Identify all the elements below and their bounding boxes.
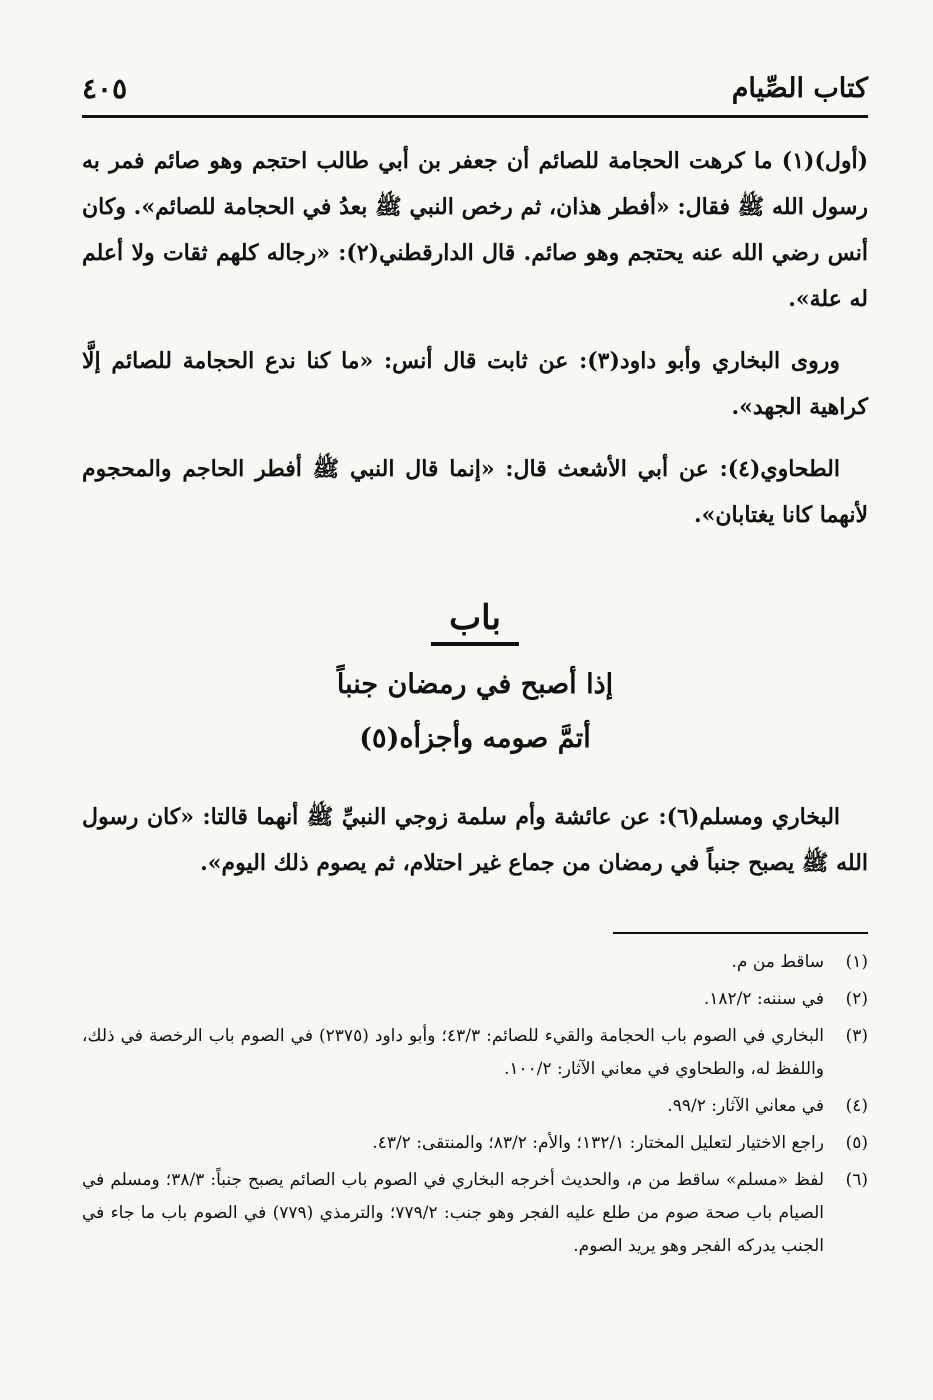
- footnote-text: ساقط من م.: [731, 952, 824, 972]
- running-title: كتاب الصِّيام: [731, 72, 868, 104]
- footnote-rule: [613, 932, 868, 934]
- footnote: [82, 983, 868, 1016]
- bab-label: باب: [431, 598, 519, 646]
- paragraph-1: (أول)(١) ما كرهت الحجامة للصائم أن جعفر بن أبي طالب احتجم وهو صائم فمر به رسول الله ﷺ فقال: «أفطر هذان، ثم رخص النبي ﷺ بعدُ في الحجامة للصائم». وكان أنس رضي الله عنه يحتجم وهو صائم. قال الدارقطني(٢): «رجاله كلهم ثقات ولا أعلم له علة».: [82, 148, 869, 312]
- footnote: [82, 946, 868, 979]
- footnote-number: (٥): [845, 1133, 868, 1153]
- paragraph-2: وروى البخاري وأبو داود(٣): عن ثابت قال أنس: «ما كنا ندع الحجامة للصائم إلَّا كراهية الجهد».: [82, 348, 868, 420]
- chapter-title-line-1: إذا أصبح في رمضان جنباً: [336, 669, 614, 700]
- footnote-text: البخاري في الصوم باب الحجامة والقيء للصائم: ٤٣/٣؛ وأبو داود (٢٣٧٥) في الصوم باب الرخصة في ذلك، واللفظ له، والطحاوي في معاني الآثار: ١٠٠/٢.: [82, 1026, 824, 1079]
- footnote-number: (٦): [845, 1170, 868, 1190]
- footnote-number: (١): [845, 952, 868, 972]
- header-rule: [82, 115, 868, 118]
- footnote-text: في معاني الآثار: ٩٩/٢.: [667, 1096, 824, 1116]
- chapter-heading: [82, 598, 868, 766]
- page-number: ٤٠٥: [82, 71, 128, 105]
- footnote-text: لفظ «مسلم» ساقط من م، والحديث أخرجه البخاري في الصوم باب الصائم يصبح جنباً: ٣٨/٣؛ ومسلم في الصيام باب صحة صوم من طلع عليه الفجر وهو جنب: ٧٧٩/٢؛ والترمذي (٧٧٩) في الصوم باب ما جاء في الجنب يدركه الفجر وهو يريد الصوم.: [82, 1170, 824, 1256]
- chapter-title-line-2: أتمَّ صومه وأجزأه(٥): [359, 723, 591, 754]
- footnote: [82, 1090, 868, 1123]
- footnote-text: في سننه: ١٨٢/٢.: [703, 989, 824, 1009]
- footnote: [82, 1127, 868, 1160]
- footnote-number: (٣): [845, 1026, 868, 1046]
- paragraph-4: البخاري ومسلم(٦): عن عائشة وأم سلمة زوجي النبيِّ ﷺ أنهما قالتا: «كان رسول الله ﷺ يصبح جنباً في رمضان من جماع غير احتلام، ثم يصوم ذلك اليوم».: [82, 804, 868, 876]
- main-text: [82, 138, 868, 902]
- footnote-number: (٢): [845, 989, 868, 1009]
- page-header: [82, 68, 868, 108]
- footnotes: [82, 946, 868, 1267]
- footnote-number: (٤): [845, 1096, 868, 1116]
- footnote: [82, 1164, 868, 1263]
- footnote-text: راجع الاختيار لتعليل المختار: ١٣٢/١؛ والأم: ٨٣/٢؛ والمنتقى: ٤٣/٢.: [372, 1133, 824, 1153]
- paragraph-3: الطحاوي(٤): عن أبي الأشعث قال: «إنما قال النبي ﷺ أفطر الحاجم والمحجوم لأنهما كانا يغتابان».: [82, 456, 868, 528]
- footnote: [82, 1020, 868, 1086]
